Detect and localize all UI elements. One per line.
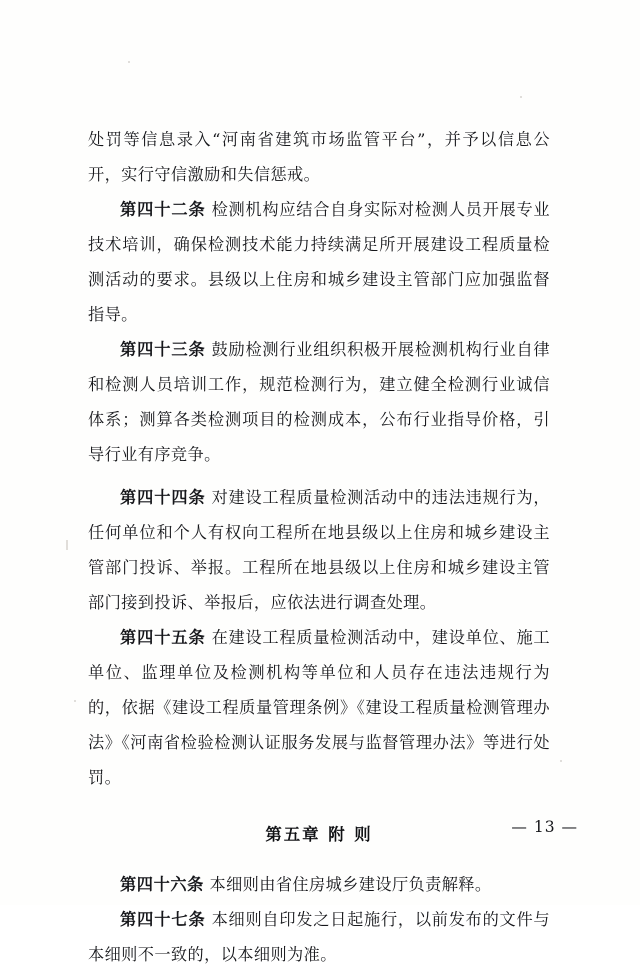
article-label: 第四十七条 bbox=[120, 910, 206, 929]
page-number: — 13 — bbox=[511, 818, 578, 836]
paragraph-continued bbox=[88, 122, 550, 192]
paragraph-text: 本细则由省住房城乡建设厅负责解释。 bbox=[203, 875, 492, 894]
paragraph-text: 处罚等信息录入“河南省建筑市场监管平台”，并予以信息公开，实行守信激励和失信惩戒。 bbox=[88, 130, 550, 184]
article-label: 第四十五条 bbox=[120, 628, 206, 647]
article-label: 第四十四条 bbox=[120, 488, 206, 507]
paragraph-spacer bbox=[88, 472, 550, 480]
paragraph-article-45 bbox=[88, 620, 550, 795]
document-body bbox=[88, 122, 550, 972]
chapter-heading: 第五章 附 则 bbox=[265, 825, 373, 844]
paragraph-text: 在建设工程质量检测活动中，建设单位、施工单位、监理单位及检测机构等单位和人员存在违法违规行为的，依据《建设工程质量管理条例》《建设工程质量检测管理办法》《河南省检验检测认证服务发展与监督管理办法》等进行处罚。 bbox=[88, 628, 551, 787]
paragraph-article-47 bbox=[88, 902, 550, 972]
binding-mark bbox=[66, 540, 68, 550]
paper-speck bbox=[128, 61, 130, 63]
paragraph-text: 对建设工程质量检测活动中的违法违规行为，任何单位和个人有权向工程所在地县级以上住房和城乡建设主管部门投诉、举报。工程所在地县级以上住房和城乡建设主管部门接到投诉、举报后，应依法进行调查处理。 bbox=[88, 488, 551, 612]
paragraph-article-43 bbox=[88, 332, 550, 472]
paper-speck bbox=[74, 700, 76, 702]
article-label: 第四十六条 bbox=[120, 875, 204, 894]
paragraph-text: 鼓励检测行业组织积极开展检测机构行业自律和检测人员培训工作，规范检测行为，建立健全检测行业诚信体系；测算各类检测项目的检测成本，公布行业指导价格，引导行业有序竞争。 bbox=[88, 340, 551, 464]
paragraph-text: 检测机构应结合自身实际对检测人员开展专业技术培训，确保检测技术能力持续满足所开展建设工程质量检测活动的要求。县级以上住房和城乡建设主管部门应加强监督指导。 bbox=[88, 200, 551, 324]
paragraph-article-44 bbox=[88, 480, 550, 620]
paragraph-text: 本细则自印发之日起施行，以前发布的文件与本细则不一致的，以本细则为准。 bbox=[88, 910, 551, 964]
paper-speck bbox=[560, 760, 562, 762]
article-label: 第四十二条 bbox=[120, 200, 206, 219]
article-label: 第四十三条 bbox=[120, 340, 206, 359]
paragraph-article-42 bbox=[88, 192, 550, 332]
paragraph-article-46 bbox=[88, 867, 550, 902]
paper-speck bbox=[520, 96, 522, 98]
